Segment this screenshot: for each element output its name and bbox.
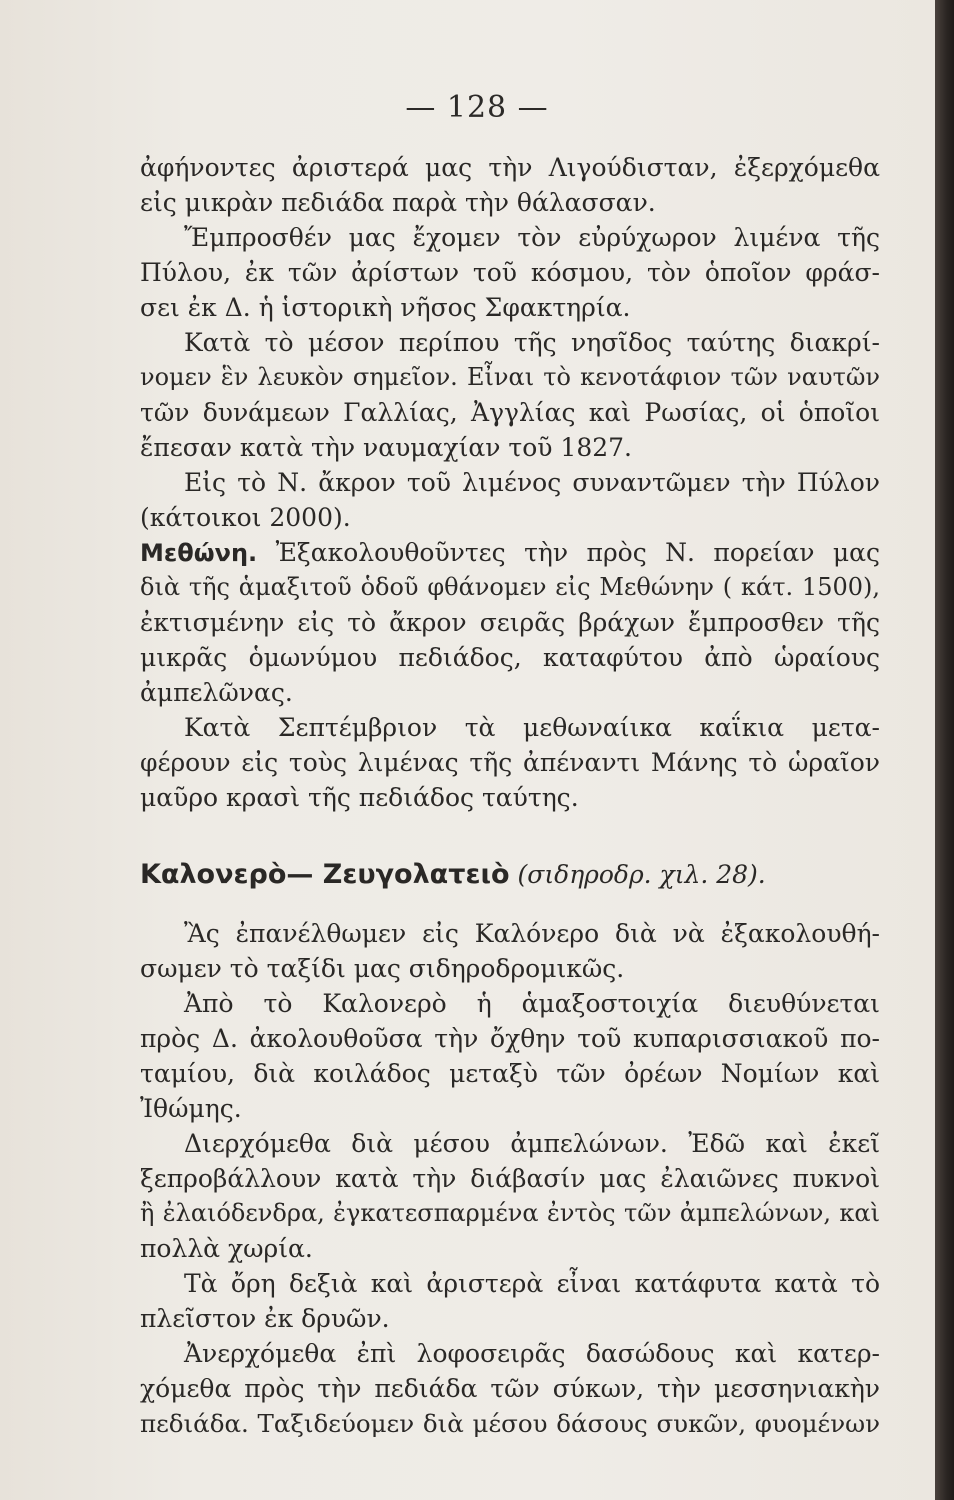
text-line: Τὰ ὄρη δεξιὰ καὶ ἀριστερὰ εἶναι κατάφυτα κατὰ τὸ: [184, 1269, 880, 1298]
text-line: Ἔμπροσθέν μας ἔχομεν τὸν εὐρύχωρον λιμένα τῆς: [184, 223, 880, 252]
text-line: Ἰθώμης.: [140, 1094, 242, 1123]
text-line: πλεῖστον ἐκ δρυῶν.: [140, 1304, 390, 1333]
text-run: Ἐξακολουθοῦντες τὴν πρὸς Ν. πορείαν μας: [275, 538, 880, 567]
text-line: Κατὰ Σεπτέμβριον τὰ μεθωναίικα καΐκια μετα-: [184, 713, 880, 742]
text-line: πολλὰ χωρία.: [140, 1234, 313, 1263]
text-line: ξεπροβάλλουν κατὰ τὴν διάβασίν μας ἐλαιῶνες πυκνοὶ: [140, 1164, 880, 1193]
text-line: Ἂς ἐπανέλθωμεν εἰς Καλόνερο διὰ νὰ ἐξακολουθή-: [184, 919, 880, 948]
text-line: Ἀπὸ τὸ Καλονερὸ ἡ ἁμαξοστοιχία διευθύνεται: [184, 989, 880, 1018]
text-line: μαῦρο κρασὶ τῆς πεδιάδος ταύτης.: [140, 783, 579, 812]
text-line: Εἰς τὸ Ν. ἄκρον τοῦ λιμένος συναντῶμεν τὴν Πύλον: [184, 468, 880, 497]
text-line: σωμεν τὸ ταξίδι μας σιδηροδρομικῶς.: [140, 954, 625, 983]
page-number: — 128 —: [405, 90, 549, 125]
text-line: Ἀνερχόμεθα ἐπὶ λοφοσειρᾶς δασώδους καὶ κατερ-: [184, 1339, 880, 1368]
methoni-heading: Μεθώνη.: [140, 539, 258, 567]
text-line: χόμεθα πρὸς τὴν πεδιάδα τῶν σύκων, τὴν μεσσηνιακὴν: [140, 1374, 880, 1403]
text-line: ἀμπελῶνας.: [140, 678, 293, 707]
page-text: [140, 150, 880, 1441]
text-line: ἐκτισμένην εἰς τὸ ἄκρον σειρᾶς βράχων ἔμπροσθεν τῆς: [140, 608, 880, 637]
text-line: πρὸς Δ. ἀκολουθοῦσα τὴν ὄχθην τοῦ κυπαρισσιακοῦ πο-: [140, 1024, 880, 1053]
text-line: τῶν δυνάμεων Γαλλίας, Ἀγγλίας καὶ Ρωσίας, οἱ ὁποῖοι: [140, 398, 880, 427]
section-heading: [140, 857, 880, 892]
text-line: ἔπεσαν κατὰ τὴν ναυμαχίαν τοῦ 1827.: [140, 433, 632, 462]
text-line: (κάτοικοι 2000).: [140, 503, 351, 532]
text-line: εἰς μικρὰν πεδιάδα παρὰ τὴν θάλασσαν.: [140, 188, 656, 217]
text-line: πεδιάδα. Ταξιδεύομεν διὰ μέσου δάσους συκῶν, φυομένων: [140, 1409, 880, 1438]
page-edge-shadow: [935, 0, 954, 1500]
text-line: νομεν ἓν λευκὸν σημεῖον. Εἶναι τὸ κενοτάφιον τῶν ναυτῶν: [140, 363, 880, 391]
methoni-first-line: [140, 535, 880, 570]
text-line: ἀφήνοντες ἀριστερά μας τὴν Λιγούδισταν, ἐξερχόμεθα: [140, 153, 880, 182]
section-title: Καλονερὸ— Ζευγολατειὸ: [140, 859, 510, 890]
text-line: ταμίου, διὰ κοιλάδος μεταξὺ τῶν ὀρέων Νομίων καὶ: [140, 1059, 880, 1088]
text-line: διὰ τῆς ἁμαξιτοῦ ὁδοῦ φθάνομεν εἰς Μεθώνην ( κάτ. 1500),: [140, 573, 880, 601]
text-line: ἢ ἐλαιόδενδρα, ἐγκατεσπαρμένα ἐντὸς τῶν ἀμπελώνων, καὶ: [140, 1199, 880, 1227]
section-subtitle: (σιδηροδρ. χιλ. 28).: [517, 860, 766, 889]
text-line: Κατὰ τὸ μέσον περίπου τῆς νησῖδος ταύτης διακρί-: [184, 328, 880, 357]
text-line: Πύλου, ἐκ τῶν ἀρίστων τοῦ κόσμου, τὸν ὁποῖον φράσ-: [140, 258, 880, 287]
text-line: Διερχόμεθα διὰ μέσου ἀμπελώνων. Ἐδῶ καὶ ἐκεῖ: [184, 1129, 880, 1158]
text-line: σει ἐκ Δ. ἡ ἱστορικὴ νῆσος Σφακτηρία.: [140, 293, 631, 322]
text-line: φέρουν εἰς τοὺς λιμένας τῆς ἀπέναντι Μάνης τὸ ὡραῖον: [140, 748, 880, 777]
text-line: μικρᾶς ὁμωνύμου πεδιάδος, καταφύτου ἀπὸ ὡραίους: [140, 643, 880, 672]
